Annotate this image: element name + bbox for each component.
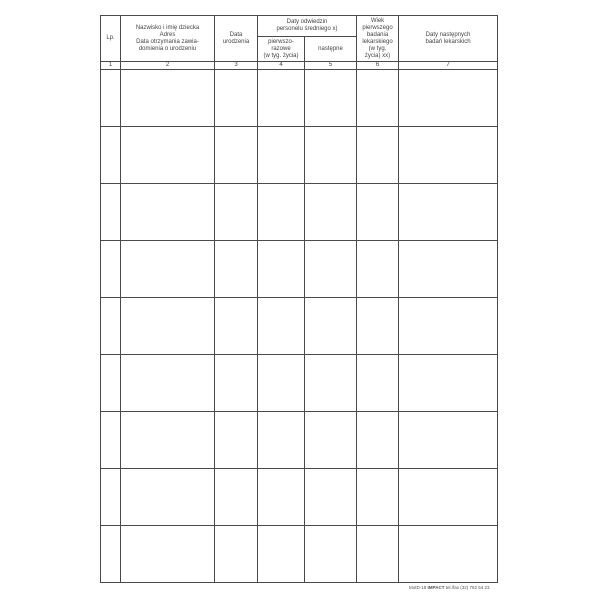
- entry-cell[interactable]: [399, 469, 498, 526]
- header-visit-first-label: pierwszo- razowe (w tyg. życia): [263, 38, 299, 59]
- entry-cell[interactable]: [357, 70, 399, 127]
- header-visit-next: [305, 37, 357, 62]
- entry-cell[interactable]: [215, 526, 258, 583]
- header-lp: [101, 16, 121, 62]
- table-row: [101, 469, 498, 526]
- table-header: [101, 16, 498, 70]
- entry-cell[interactable]: [101, 469, 121, 526]
- entry-cell[interactable]: [357, 526, 399, 583]
- entry-cell[interactable]: [399, 526, 498, 583]
- header-dob-label: Data urodzenia: [222, 31, 250, 45]
- entry-cell[interactable]: [215, 127, 258, 184]
- table-row: [101, 298, 498, 355]
- table-row: [101, 127, 498, 184]
- entry-cell[interactable]: [121, 412, 215, 469]
- table-row: [101, 241, 498, 298]
- entry-cell[interactable]: [399, 184, 498, 241]
- entry-cell[interactable]: [101, 70, 121, 127]
- publisher-brand: IMPACT: [427, 585, 445, 590]
- header-visits-label: Daty odwiedzin personelu średniego x): [276, 19, 338, 32]
- entry-cell[interactable]: [215, 469, 258, 526]
- header-next-exams-label: Daty następnych badań lekarskich: [425, 31, 471, 45]
- entry-cell[interactable]: [121, 70, 215, 127]
- header-name: [121, 16, 215, 62]
- table-row: [101, 412, 498, 469]
- print-footer: [409, 585, 490, 590]
- header-name-label: Nazwisko i imię dziecka Adres Data otrzymania zawia- domienia o urodzeniu: [135, 24, 200, 52]
- entry-cell[interactable]: [215, 241, 258, 298]
- entry-cell[interactable]: [305, 241, 357, 298]
- entry-cell[interactable]: [101, 184, 121, 241]
- entry-cell[interactable]: [357, 355, 399, 412]
- entry-cell[interactable]: [357, 412, 399, 469]
- entry-cell[interactable]: [215, 184, 258, 241]
- entry-cell[interactable]: [305, 298, 357, 355]
- table-row: [101, 184, 498, 241]
- publisher-contact: tel./fax (32) 762 64 23: [445, 585, 490, 590]
- header-dob: [215, 16, 258, 62]
- entry-cell[interactable]: [258, 469, 305, 526]
- column-number-row: [101, 62, 498, 70]
- column-number: 1: [101, 62, 121, 70]
- entry-cell[interactable]: [215, 298, 258, 355]
- entry-cell[interactable]: [258, 412, 305, 469]
- entry-cell[interactable]: [121, 526, 215, 583]
- entry-cell[interactable]: [399, 241, 498, 298]
- entry-cell[interactable]: [101, 241, 121, 298]
- entry-cell[interactable]: [399, 412, 498, 469]
- entry-cell[interactable]: [258, 70, 305, 127]
- entry-cell[interactable]: [357, 184, 399, 241]
- entry-cell[interactable]: [215, 412, 258, 469]
- entry-cell[interactable]: [258, 241, 305, 298]
- entry-cell[interactable]: [101, 298, 121, 355]
- entry-cell[interactable]: [121, 184, 215, 241]
- entry-cell[interactable]: [258, 355, 305, 412]
- entry-cell[interactable]: [305, 412, 357, 469]
- entry-cell[interactable]: [357, 127, 399, 184]
- table-row: [101, 526, 498, 583]
- entry-cell[interactable]: [121, 355, 215, 412]
- entry-cell[interactable]: [101, 127, 121, 184]
- entry-cell[interactable]: [121, 241, 215, 298]
- entry-cell[interactable]: [357, 469, 399, 526]
- entry-cell[interactable]: [305, 184, 357, 241]
- header-visit-next-label: następne: [318, 45, 343, 52]
- column-number: 5: [305, 62, 357, 70]
- header-visits-group: [258, 16, 357, 37]
- column-number: 2: [121, 62, 215, 70]
- table-row: [101, 70, 498, 127]
- entry-cell[interactable]: [399, 355, 498, 412]
- entry-cell[interactable]: [399, 298, 498, 355]
- column-number: 7: [399, 62, 498, 70]
- entry-cell[interactable]: [305, 355, 357, 412]
- column-number: 4: [258, 62, 305, 70]
- header-next-exams: [399, 16, 498, 62]
- header-visit-first: [258, 37, 305, 62]
- entry-cell[interactable]: [258, 184, 305, 241]
- table-body: [101, 70, 498, 583]
- entry-cell[interactable]: [121, 298, 215, 355]
- entry-cell[interactable]: [399, 127, 498, 184]
- header-lp-label: Lp.: [106, 35, 115, 41]
- entry-cell[interactable]: [258, 526, 305, 583]
- entry-cell[interactable]: [101, 412, 121, 469]
- register-table: [100, 15, 498, 583]
- header-age-exam: [357, 16, 399, 62]
- entry-cell[interactable]: [258, 298, 305, 355]
- table-row: [101, 355, 498, 412]
- entry-cell[interactable]: [121, 127, 215, 184]
- entry-cell[interactable]: [357, 298, 399, 355]
- entry-cell[interactable]: [399, 70, 498, 127]
- entry-cell[interactable]: [357, 241, 399, 298]
- entry-cell[interactable]: [305, 469, 357, 526]
- entry-cell[interactable]: [215, 70, 258, 127]
- form-code: MotD-18: [409, 585, 427, 590]
- entry-cell[interactable]: [101, 355, 121, 412]
- entry-cell[interactable]: [121, 469, 215, 526]
- entry-cell[interactable]: [305, 127, 357, 184]
- column-number: 6: [357, 62, 399, 70]
- entry-cell[interactable]: [258, 127, 305, 184]
- entry-cell[interactable]: [305, 526, 357, 583]
- header-age-exam-label: Wiek pierwszego badania lekarskiego (w tyg. życia) xx): [362, 17, 393, 59]
- entry-cell[interactable]: [305, 70, 357, 127]
- entry-cell[interactable]: [101, 526, 121, 583]
- entry-cell[interactable]: [215, 355, 258, 412]
- column-number: 3: [215, 62, 258, 70]
